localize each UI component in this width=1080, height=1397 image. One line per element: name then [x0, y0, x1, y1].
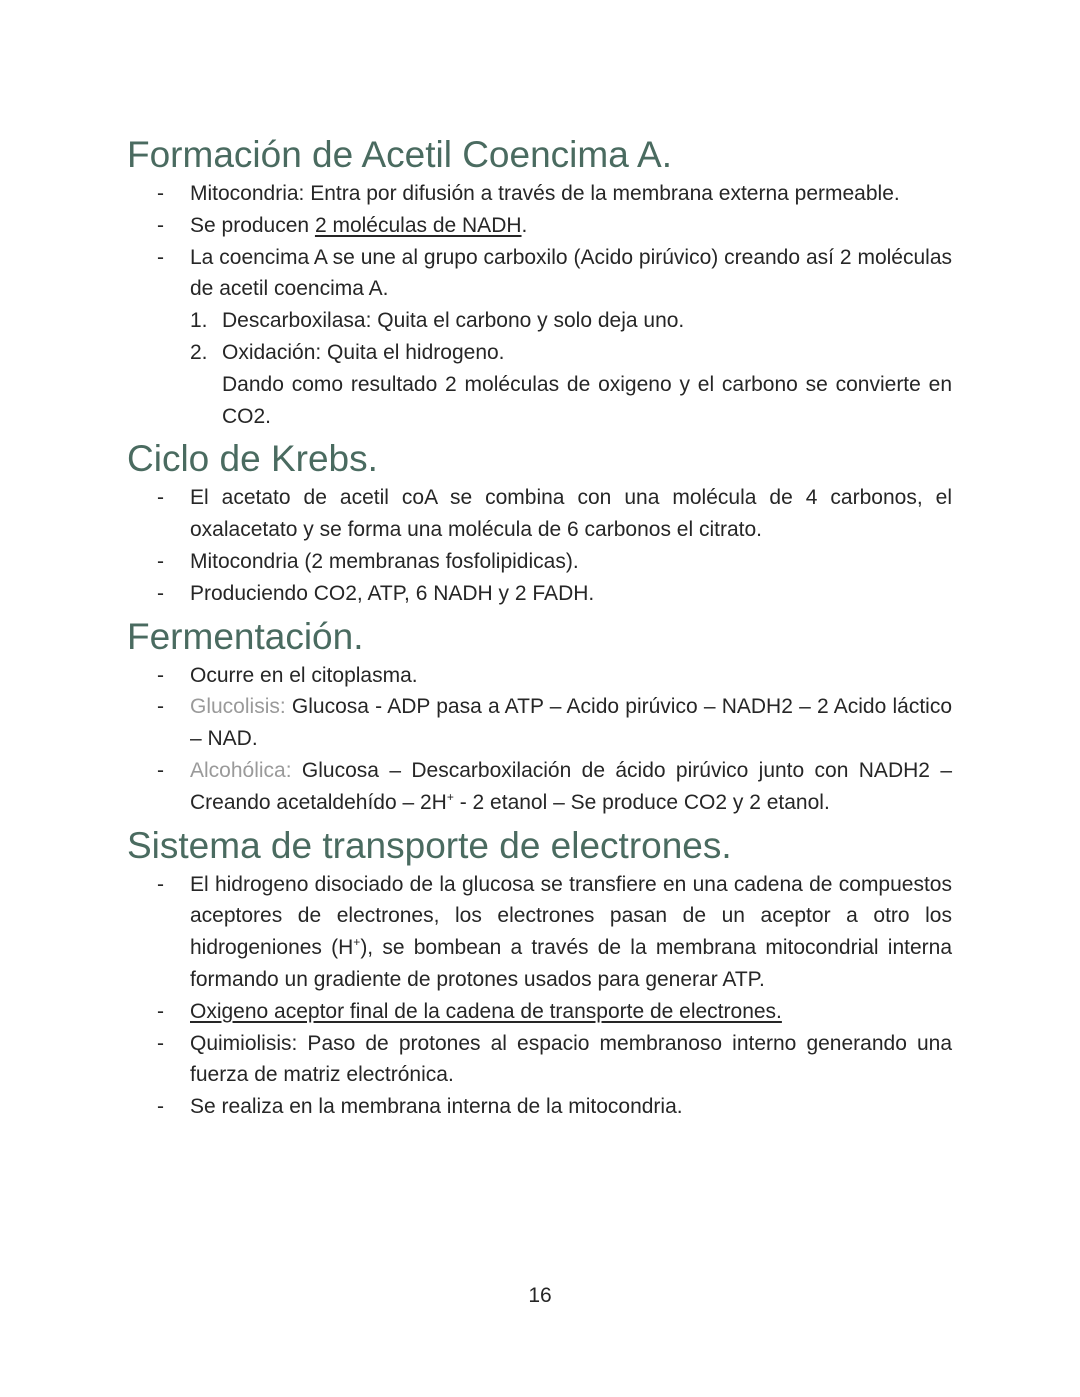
- list-item: - Ocurre en el citoplasma.: [127, 660, 952, 692]
- list-item: - La coencima A se une al grupo carboxilo (Acido pirúvico) creando así 2 moléculas de acetil coencima A. 1. Descarboxilasa: Quita el carbono y solo deja uno. 2. Oxidación: Quita el hidrogeno. Dando como resultado 2 moléculas de oxigeno y el carbono se convierte en CO2.: [127, 242, 952, 433]
- list-item: - Glucolisis: Glucosa - ADP pasa a ATP – Acido pirúvico – NADH2 – 2 Acido láctico – NAD.: [127, 691, 952, 755]
- list-item: - El hidrogeno disociado de la glucosa se transfiere en una cadena de compuestos aceptores de electrones, los electrones pasan de un aceptor a otro los hidrogeniones (H+), se bombean a través de la membrana mitocondrial interna formando un gradiente de protones usados para generar ATP.: [127, 869, 952, 996]
- section-heading-fermentacion: Fermentación.: [127, 615, 364, 657]
- list-item: - Mitocondria: Entra por difusión a través de la membrana externa permeable.: [127, 178, 952, 210]
- item-label: Glucolisis:: [190, 695, 286, 719]
- dash-bullet: -: [157, 1031, 164, 1055]
- result-note: Dando como resultado 2 moléculas de oxigeno y el carbono se convierte en CO2.: [222, 372, 952, 428]
- numbered-list: [190, 305, 952, 369]
- bullet-list: [127, 178, 952, 432]
- dash-bullet: -: [157, 872, 164, 896]
- superscript: +: [446, 789, 454, 804]
- section-heading-acetil-coa: Formación de Acetil Coencima A.: [127, 134, 672, 175]
- dash-bullet: -: [157, 549, 164, 573]
- item-number: 2.: [190, 340, 208, 364]
- list-item: - Produciendo CO2, ATP, 6 NADH y 2 FADH.: [127, 578, 952, 610]
- dash-bullet: -: [157, 486, 164, 510]
- bullet-list: [127, 869, 952, 1123]
- item-number: 1.: [190, 309, 208, 333]
- list-item: - Se producen 2 moléculas de NADH.: [127, 210, 952, 242]
- page-number: 16: [528, 1284, 552, 1307]
- dash-bullet: -: [157, 999, 164, 1023]
- list-item: [127, 996, 952, 1028]
- superscript: +: [353, 935, 361, 950]
- list-item: - Alcohólica: Glucosa – Descarboxilación de ácido pirúvico junto con NADH2 – Creando acetaldehído – 2H+ - 2 etanol – Se produce CO2 y 2 etanol.: [127, 755, 952, 819]
- numbered-item: 1. Descarboxilasa: Quita el carbono y solo deja uno.: [190, 305, 952, 337]
- dash-bullet: -: [157, 758, 164, 782]
- list-item: - Se realiza en la membrana interna de la mitocondria.: [127, 1091, 952, 1123]
- bullet-list: [127, 660, 952, 819]
- dash-bullet: -: [157, 245, 164, 269]
- dash-bullet: -: [157, 1095, 164, 1119]
- dash-bullet: -: [157, 663, 164, 687]
- list-item: - Mitocondria (2 membranas fosfolipidicas).: [127, 546, 952, 578]
- dash-bullet: -: [157, 182, 164, 205]
- bullet-list: [127, 482, 952, 609]
- underlined-text: Oxigeno aceptor final de la cadena de transporte de electrones.: [190, 999, 782, 1023]
- section-heading-transporte-electrones: Sistema de transporte de electrones.: [127, 824, 732, 866]
- list-item: - Quimiolisis: Paso de protones al espacio membranoso interno generando una fuerza de matriz electrónica.: [127, 1028, 952, 1092]
- dash-bullet: -: [157, 695, 164, 719]
- dash-bullet: -: [157, 213, 164, 237]
- dash-bullet: -: [157, 581, 164, 605]
- underlined-text: 2 moléculas de NADH: [314, 213, 522, 237]
- item-label: Alcohólica:: [190, 758, 292, 782]
- list-item: - El acetato de acetil coA se combina con una molécula de 4 carbonos, el oxalacetato y se forma una molécula de 6 carbonos el citrato.: [127, 482, 952, 546]
- page-content: [127, 132, 952, 1127]
- section-heading-krebs: Ciclo de Krebs.: [127, 438, 378, 480]
- numbered-item: 2. Oxidación: Quita el hidrogeno.: [190, 337, 952, 369]
